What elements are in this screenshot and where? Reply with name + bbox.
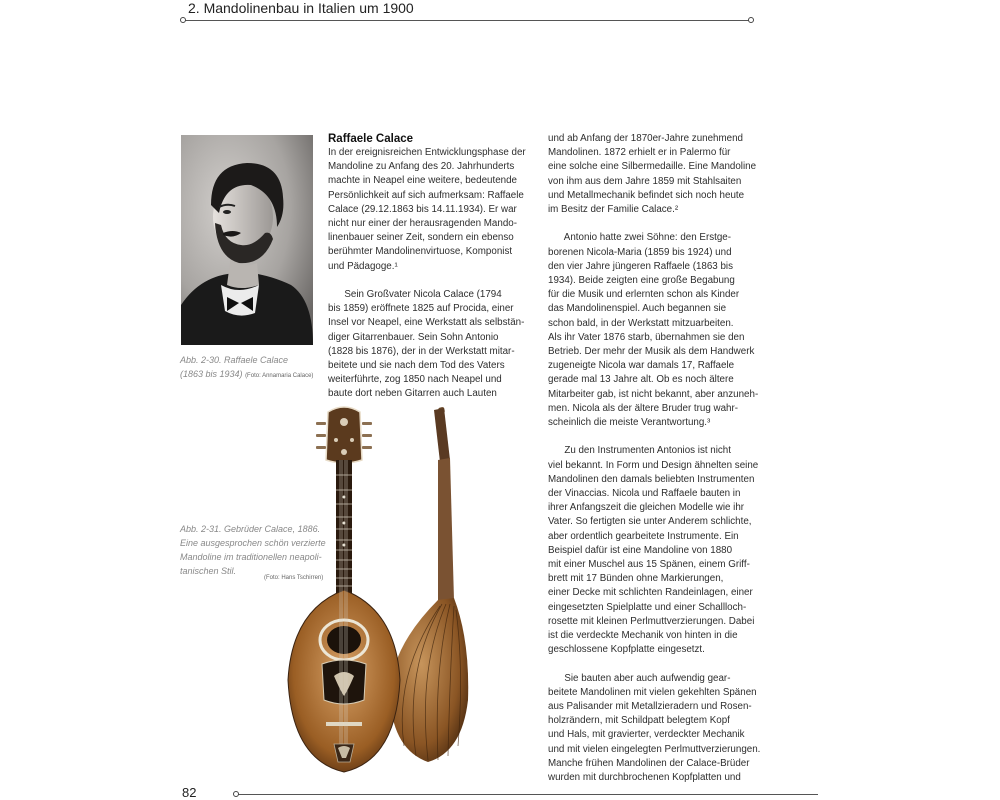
mandolin-photo bbox=[278, 400, 478, 780]
text-line: für die Musik und erlernten schon als Kinder bbox=[548, 289, 740, 301]
caption-line: (1863 bis 1934) (Foto: Annamaria Calace) bbox=[180, 369, 314, 379]
text-line: ist die verdeckte Mechanik von hinten in die bbox=[548, 630, 738, 642]
text-line: mit einer Muschel aus 15 Spänen, einem Griff- bbox=[548, 559, 750, 571]
portrait-image bbox=[181, 135, 313, 345]
page-number: 82 bbox=[182, 785, 197, 800]
text-line: weiterführte, zog 1850 nach Neapel und bbox=[328, 374, 502, 386]
text-line: berühmter Mandolinenvirtuose, Komponist bbox=[328, 246, 513, 258]
text-line: brett mit 17 Bünden ohne Markierungen, bbox=[548, 573, 724, 585]
caption-line: Mandoline im traditionellen neapoli- bbox=[180, 552, 322, 562]
text-line: linenbauer seiner Zeit, sondern ein ebenso bbox=[328, 232, 514, 244]
text-line: Mandolinen. 1872 erhielt er in Palermo für bbox=[548, 147, 731, 159]
text-line: den vier Jahre jüngeren Raffaele (1863 bis bbox=[548, 260, 733, 272]
footer-rule-start-dot bbox=[233, 791, 239, 797]
text-line: machte in Neapel eine weitere, bedeutende bbox=[328, 175, 517, 187]
text-line: Manche frühen Mandolinen der Calace-Brüder bbox=[548, 757, 750, 769]
text-line: beitete Mandolinen mit vielen gekehlten Spänen bbox=[548, 686, 757, 698]
caption-line: Abb. 2-31. Gebrüder Calace, 1886. bbox=[180, 524, 321, 534]
text-line: Betrieb. Der mehr der Musik als dem Handwerk bbox=[548, 346, 755, 358]
text-line: 1934). Beide zeigten eine große Begabung bbox=[548, 275, 735, 287]
footer-rule bbox=[238, 794, 818, 795]
header-rule bbox=[184, 20, 750, 21]
text-line: In der ereignisreichen Entwicklungsphase der bbox=[328, 147, 526, 158]
text-line: beitete und sie nach dem Tod des Vaters bbox=[328, 360, 505, 372]
text-line: zugeneigte Nicola war damals 17, Raffaele bbox=[548, 360, 735, 372]
text-line: der Vinaccias. Nicola und Raffaele bauten in bbox=[548, 488, 741, 500]
text-line: scheinlich die meiste Verantwortung.³ bbox=[548, 417, 711, 429]
caption-line: Abb. 2-30. Raffaele Calace bbox=[180, 355, 289, 365]
mandolin-front-view bbox=[288, 407, 400, 772]
text-column-1 bbox=[328, 132, 533, 402]
text-line: holzrändern, mit Schildpatt belegtem Kopf bbox=[548, 715, 730, 727]
photo-credit: (Foto: Annamaria Calace) bbox=[245, 373, 314, 379]
text-line: Sie bauten aber auch aufwendig gear- bbox=[548, 672, 731, 684]
text-line: Persönlichkeit auf sich aufmerksam: Raffaele bbox=[328, 189, 524, 201]
text-line: Mandolinen den damals beliebten Instrumenten bbox=[548, 473, 755, 485]
text-line: Beispiel dafür ist eine Mandoline von 1880 bbox=[548, 544, 733, 556]
running-head: 2. Mandolinenbau in Italien um 1900 bbox=[188, 0, 414, 16]
mandolin-side-view bbox=[390, 407, 468, 762]
text-line: borenen Nicola-Maria (1859 bis 1924) und bbox=[548, 246, 732, 258]
photo-credit: (Foto: Hans Tschirren) bbox=[264, 575, 324, 581]
text-line: Mitarbeiter gab, ist nicht bekannt, aber anzuneh- bbox=[548, 388, 759, 400]
text-line: gerade mal 13 Jahre alt. Ob es noch ältere bbox=[548, 374, 734, 386]
portrait-caption bbox=[180, 353, 330, 383]
text-line: schon bald, in der Werkstatt mitzuarbeiten. bbox=[548, 317, 734, 329]
paragraph-gap bbox=[548, 430, 758, 444]
paragraph-gap bbox=[548, 217, 758, 231]
section-heading: Raffaele Calace bbox=[328, 133, 414, 145]
paragraph-gap bbox=[328, 274, 533, 288]
column-1-lines bbox=[328, 146, 533, 402]
text-line: eine solche eine Silbermedaille. Eine Mandoline bbox=[548, 161, 757, 173]
header-rule-start-dot bbox=[180, 17, 186, 23]
text-line: aber ordentlich gearbeitete Instrumente. Ein bbox=[548, 530, 739, 542]
text-line: im Besitz der Familie Calace.² bbox=[548, 204, 679, 216]
mandolin-image bbox=[278, 400, 478, 780]
text-line: und Hals, mit gravierter, verdeckter Mechanik bbox=[548, 729, 745, 741]
text-line: Antonio hatte zwei Söhne: den Erstge- bbox=[548, 232, 731, 244]
column-2-lines bbox=[548, 132, 761, 785]
text-line: von ihm aus dem Jahre 1859 mit Stahlsaiten bbox=[548, 175, 742, 187]
paragraph-gap bbox=[548, 657, 758, 671]
caption-line: Eine ausgesprochen schön verzierte bbox=[180, 538, 326, 548]
text-line: Sein Großvater Nicola Calace (1794 bbox=[328, 289, 502, 301]
text-line: rosette mit kleinen Perlmuttverzierungen. Dabei bbox=[548, 615, 755, 627]
text-line: Mandoline zu Anfang des 20. Jahrhunderts bbox=[328, 161, 515, 173]
text-line: diger Gitarrenbauer. Sein Sohn Antonio bbox=[328, 331, 499, 343]
caption-line: tanischen Stil. bbox=[180, 566, 237, 576]
text-line: geschlossene Kopfplatte eingesetzt. bbox=[548, 644, 705, 656]
text-line: Insel vor Neapel, eine Werkstatt als selbstän- bbox=[328, 317, 525, 329]
text-line: men. Nicola als der ältere Bruder trug wahr- bbox=[548, 402, 739, 414]
text-line: einer Decke mit schlichten Randeinlagen, einer bbox=[548, 587, 753, 599]
text-line: Zu den Instrumenten Antonios ist nicht bbox=[548, 445, 731, 457]
text-line: und Pädagoge.¹ bbox=[328, 260, 398, 272]
text-line: Vater. So fertigten sie unter Anderem schlichte, bbox=[548, 516, 752, 528]
text-line: nicht nur einer der herausragenden Mando- bbox=[328, 218, 517, 230]
text-line: und Metallmechanik befindet sich noch heute bbox=[548, 189, 745, 201]
text-line: bis 1859) eröffnete 1825 auf Procida, einer bbox=[328, 303, 514, 315]
text-line: wurden mit durchbrochenen Kopfplatten und bbox=[548, 772, 741, 784]
text-line: baute dort neben Gitarren auch Lauten bbox=[328, 388, 497, 400]
text-line: viel bekannt. In Form und Design ähnelten seine bbox=[548, 459, 759, 471]
text-line: und mit vielen eingelegten Perlmuttverzierungen. bbox=[548, 743, 761, 755]
text-line: aus Palisander mit Metallzieradern und Rosen- bbox=[548, 701, 752, 713]
text-column-2 bbox=[548, 132, 761, 785]
text-line: (1828 bis 1876), der in der Werkstatt mitar- bbox=[328, 345, 515, 357]
text-line: und ab Anfang der 1870er-Jahre zunehmend bbox=[548, 133, 743, 144]
header-rule-end-dot bbox=[748, 17, 754, 23]
text-line: das Mandolinenspiel. Auch begannen sie bbox=[548, 303, 727, 315]
text-line: Als ihr Vater 1876 starb, übernahmen sie den bbox=[548, 331, 745, 343]
portrait-photo bbox=[181, 135, 313, 345]
mandolin-caption bbox=[180, 522, 330, 578]
text-line: eingesetzten Spielplatte und einer Schallloch- bbox=[548, 601, 747, 613]
text-line: Calace (29.12.1863 bis 14.11.1934). Er war bbox=[328, 203, 517, 215]
text-line: ihrer Anfangszeit die gleichen Modelle wie ihr bbox=[548, 502, 745, 514]
